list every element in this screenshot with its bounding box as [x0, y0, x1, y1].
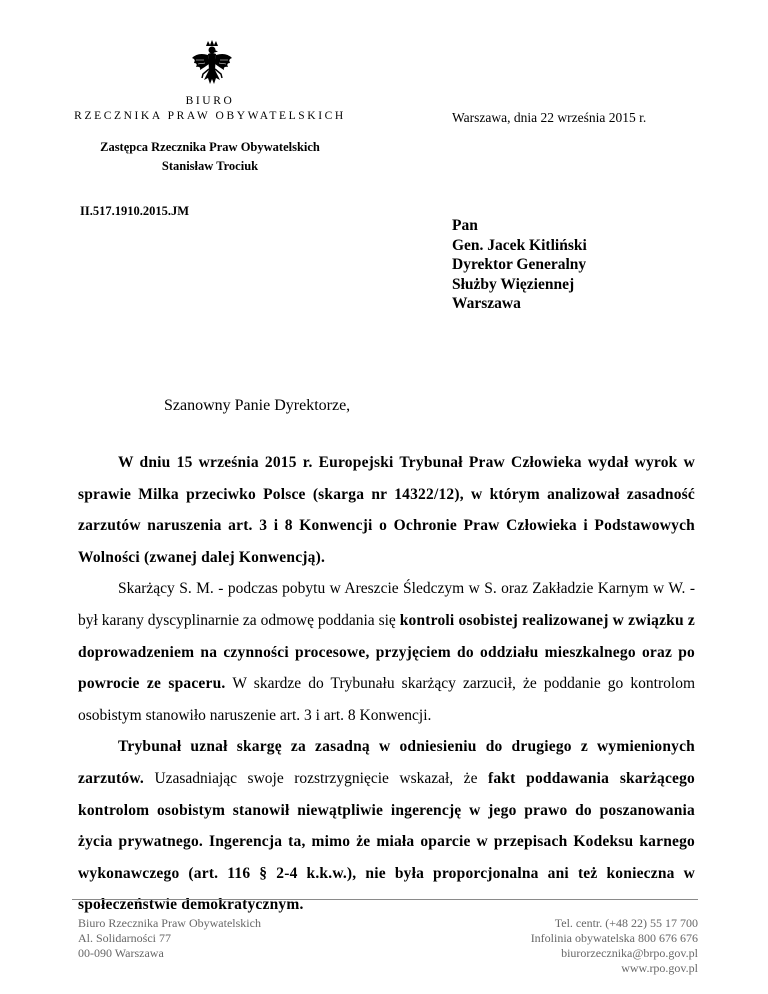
paragraph-3	[78, 731, 695, 921]
org-line-1: BIURO	[185, 95, 235, 107]
letter-date: Warszawa, dnia 22 września 2015 r.	[452, 110, 647, 125]
org-line-2: RZECZNIKA PRAW OBYWATELSKICH	[74, 110, 346, 122]
addressee-block	[452, 216, 587, 314]
organization-name	[40, 94, 380, 124]
addressee-line-2: Gen. Jacek Kitliński	[452, 236, 587, 254]
salutation: Szanowny Panie Dyrektorze,	[164, 397, 351, 414]
addressee-line-1: Pan	[452, 217, 478, 234]
paragraph-2	[78, 573, 695, 731]
paragraph-2-bold: kontroli osobistej realizowanej w związku z doprowadzeniem na czynności procesowe, przyjęciem do oddziału mieszkalnego oraz po powrocie ze spaceru.	[78, 611, 696, 693]
deputy-title: Zastępca Rzecznika Praw Obywatelskich	[100, 140, 320, 154]
footer-hotline: Infolinia obywatelska 800 676 676	[530, 931, 698, 945]
deputy-name: Stanisław Trociuk	[161, 159, 259, 173]
reference-number: II.517.1910.2015.JM	[80, 204, 190, 218]
footer-left-line-3: 00-090 Warszawa	[78, 946, 164, 960]
polish-eagle-icon	[190, 40, 234, 92]
footer-left-line-1: Biuro Rzecznika Praw Obywatelskich	[78, 916, 261, 930]
letter-body	[78, 447, 695, 921]
footer-address	[78, 916, 261, 961]
paragraph-2-text-a: Skarżący S. M. - podczas pobytu w Areszcie Śledczym w S. oraz Zakładzie Karnym w W. - był karany dyscyplinarnie za odmowę poddania się	[78, 580, 695, 629]
addressee-line-4: Służby Więziennej	[452, 275, 575, 293]
deputy-block	[60, 138, 360, 176]
paragraph-3-bold-a: Trybunał uznał skargę za zasadną w odniesieniu do drugiego z wymienionych zarzutów.	[78, 738, 695, 787]
addressee-line-5: Warszawa	[452, 295, 521, 312]
footer-email: biurorzecznika@brpo.gov.pl	[561, 946, 698, 960]
paragraph-2-text-c: W skardze do Trybunału skarżący zarzucił, że poddanie go kontrolom osobistym stanowiło naruszenie art. 3 i art. 8 Konwencji.	[78, 675, 695, 724]
paragraph-1: W dniu 15 września 2015 r. Europejski Trybunał Praw Człowieka wydał wyrok w sprawie Milka przeciwko Polsce (skarga nr 14322/12), w którym analizował zasadność zarzutów naruszenia art. 3 i 8 Konwencji o Ochronie Praw Człowieka i Podstawowych Wolności (zwanej dalej Konwencją).	[78, 454, 695, 566]
footer-left-line-2: Al. Solidarności 77	[78, 931, 171, 945]
footer-contact	[531, 916, 698, 976]
paragraph-3-bold-c: fakt poddawania skarżącego kontrolom osobistym stanowił niewątpliwie ingerencję w jego prawo do poszanowania życia prywatnego. Ingerencja ta, mimo że miała oparcie w przepisach Kodeksu karnego wykonawczego (art. 116 § 2-4 k.k.w.), nie była proporcjonalna ani też konieczna w społeczeństwie demokratycznym.	[78, 769, 695, 914]
footer-website: www.rpo.gov.pl	[621, 961, 698, 975]
paragraph-3-text-b: Uzasadniając swoje rozstrzygnięcie wskazał, że	[143, 769, 488, 787]
addressee-line-3: Dyrektor Generalny	[452, 256, 587, 273]
footer-divider	[72, 899, 698, 900]
footer-phone: Tel. centr. (+48 22) 55 17 700	[554, 916, 698, 930]
